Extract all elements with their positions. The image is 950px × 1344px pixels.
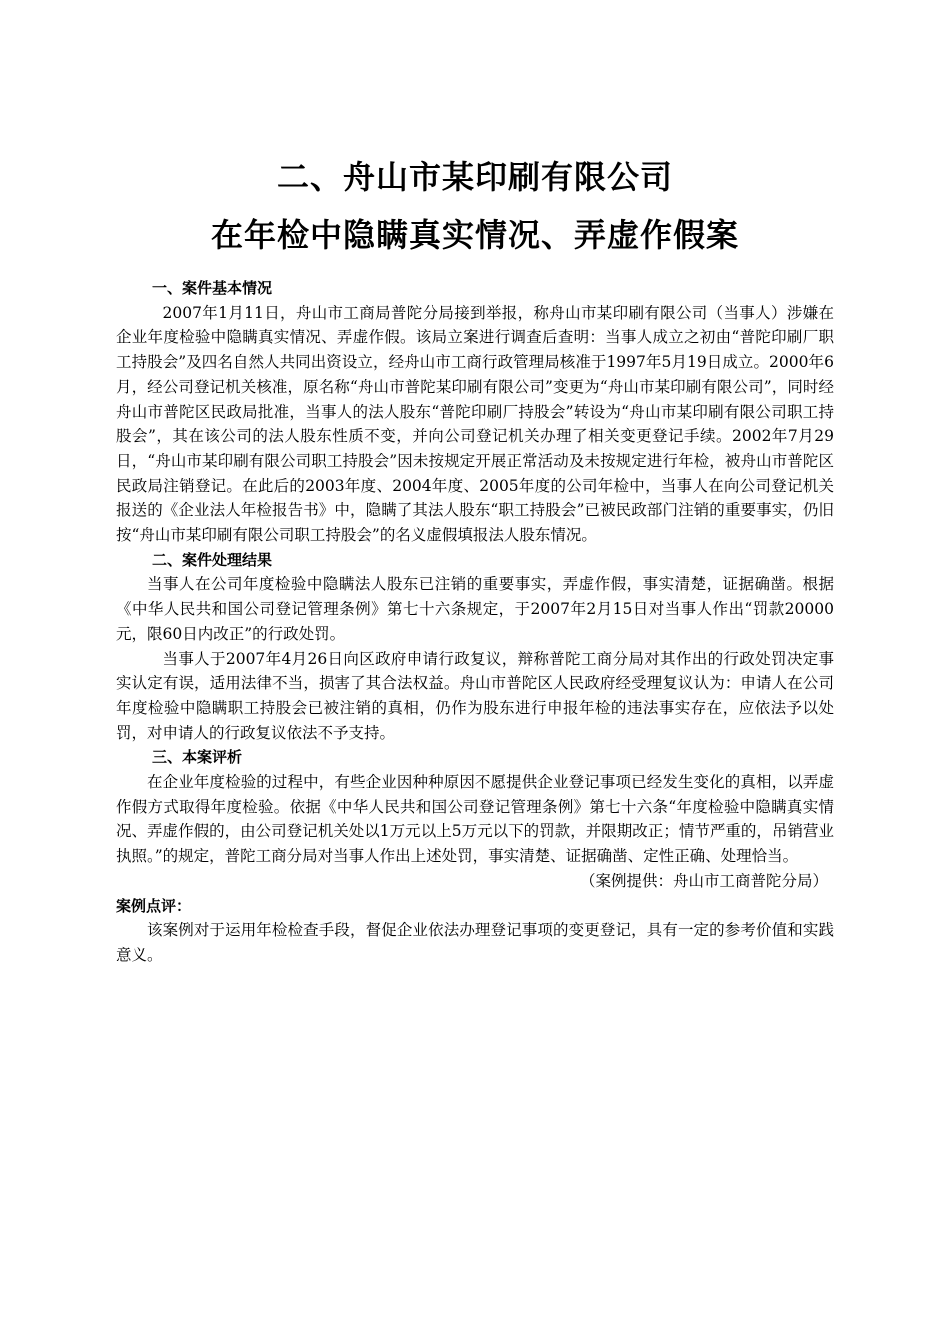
comment-paragraph: 该案例对于运用年检检查手段，督促企业依法办理登记事项的变更登记，具有一定的参考价值和实践意义。 <box>116 921 834 964</box>
section-2-paragraph-2: 当事人于2007年4月26日向区政府申请行政复议，辩称普陀工商分局对其作出的行政处罚决定事实认定有误，适用法律不当，损害了其合法权益。舟山市普陀区人民政府经受理复议认为：申请人在公司年度检验中隐瞒职工持股会已被注销的真相，仍作为股东进行申报年检的违法事实存在，应依法予以处罚，对申请人的行政复议依法不予支持。 <box>116 649 834 742</box>
title-line-2: 在年检中隐瞒真实情况、弄虚作假案 <box>210 216 739 254</box>
title-line-1: 二、舟山市某印刷有限公司 <box>276 158 673 196</box>
section-2-heading: 二、案件处理结果 <box>152 550 273 569</box>
section-3-heading: 三、本案评析 <box>152 748 243 767</box>
case-source: （案例提供：舟山市工商普陀分局） <box>579 871 828 890</box>
document-title <box>0 148 950 264</box>
document-body <box>116 276 834 968</box>
comment-heading: 案例点评： <box>116 896 192 915</box>
section-3-paragraph: 在企业年度检验的过程中，有些企业因种种原因不愿提供企业登记事项已经发生变化的真相，以弄虚作假方式取得年度检验。依据《中华人民共和国公司登记管理条例》第七十六条“年度检验中隐瞒真实情况、弄虚作假的，由公司登记机关处以1万元以上5万元以下的罚款，并限期改正；情节严重的，吊销营业执照。”的规定，普陀工商分局对当事人作出上述处罚，事实清楚、证据确凿、定性正确、处理恰当。 <box>116 773 834 866</box>
section-1-paragraph: 2007年1月11日，舟山市工商局普陀分局接到举报，称舟山市某印刷有限公司（当事人）涉嫌在企业年度检验中隐瞒真实情况、弄虚作假。该局立案进行调查后查明：当事人成立之初由“普陀印刷厂职工持股会”及四名自然人共同出资设立，经舟山市工商行政管理局核准于1997年5月19日成立。2000年6月，经公司登记机关核准，原名称“舟山市普陀某印刷有限公司”变更为“舟山市某印刷有限公司”，同时经舟山市普陀区民政局批准，当事人的法人股东“普陀印刷厂持股会”转设为“舟山市某印刷有限公司职工持股会”，其在该公司的法人股东性质不变，并向公司登记机关办理了相关变更登记手续。2002年7月29日，“舟山市某印刷有限公司职工持股会”因未按规定开展正常活动及未按规定进行年检，被舟山市普陀区民政局注销登记。在此后的2003年度、2004年度、2005年度的公司年检中，当事人在向公司登记机关报送的《企业法人年检报告书》中，隐瞒了其法人股东“职工持股会”已被民政部门注销的重要事实，仍旧按“舟山市某印刷有限公司职工持股会”的名义虚假填报法人股东情况。 <box>116 303 834 545</box>
section-1-heading: 一、案件基本情况 <box>152 279 273 297</box>
section-2-paragraph-1: 当事人在公司年度检验中隐瞒法人股东已注销的重要事实，弄虚作假，事实清楚，证据确凿。根据《中华人民共和国公司登记管理条例》第七十六条规定，于2007年2月15日对当事人作出“罚款20000元，限60日内改正”的行政处罚。 <box>116 575 834 643</box>
